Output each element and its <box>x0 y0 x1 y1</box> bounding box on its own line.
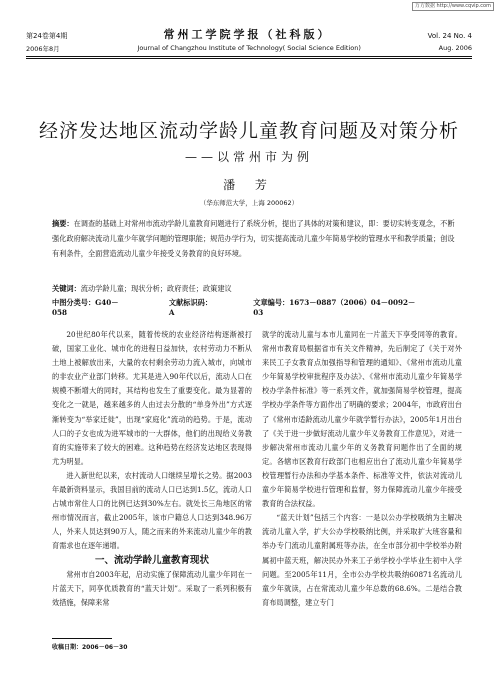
date-cn: 2006年8月 <box>26 45 60 53</box>
header-rule-thick <box>26 56 472 57</box>
abstract <box>52 216 460 261</box>
author-name: 潘 芳 <box>223 178 275 192</box>
body-paragraph: 就学的流动儿童与本市儿童同在一片蓝天下享受同等的教育。常州市教育局根据省市有关文件精神，先后制定了《关于对外来民工子女教育点加强指导和管理的通知》、《常州市流动儿童少年简易学校审批程序及办法》、《常州市流动儿童少年简易学校办学条件标准》等一系列文件，就加强简易学校管理，提高学校办学条件等方面作出了明确的要求；2004年，市政府出台了《常州市适龄流动儿童少年就学暂行办法》，2005年1月出台了《关于进一步做好流动儿童少年义务教育工作意见》，对进一步解决常州市流动儿童少年的义务教育问题作出了全面的规定。各辖市区教育行政部门也相应出台了流动儿童少年简易学校管理暂行办法和办学基本条件、标准等文件，依法对流动儿童少年简易学校进行管理和监督，努力保障流动儿童少年接受教育的合法权益。 <box>262 330 462 509</box>
clc-number: 中图分类号：G40－058 <box>52 298 119 317</box>
body-column-right <box>262 328 462 610</box>
journal-name-en: Journal of Changzhou Institute of Technology( Social Science Edition) <box>137 44 361 52</box>
section-heading: 一、流动学龄儿童教育现状 <box>94 554 209 566</box>
footnote-rule <box>52 638 112 639</box>
journal-name-cn: 常州工学院学报（社科版） <box>163 28 332 41</box>
article-number: 文章编号：1673－0887（2006）04－0092－03 <box>253 298 416 317</box>
received-date-footnote: 收稿日期：2006－06－30 <box>52 644 128 651</box>
body-paragraph: 20世纪80年代以来，随着传统的农业经济结构逐渐被打破，国家工业化、城市化的进程日益加快，农村劳动力不断从土地上被解放出来，大量的农村剩余劳动力流入城市，向城市的非农业产业部门转移。尤其是进入90年代以后，流动人口在规模不断增大的同时，其结构也发生了重要变化。最为显著的变化之一就是，越来越多的人由过去分散的“单身外出”方式逐渐转变为“举家迁徙”，出现“家庭化”流动的趋势。于是，流动人口的子女也成为进军城市的一大群体，他们的出现给义务教育的实施带来了较大的困难。这种趋势在经济发达地区表现得尤为明显。 <box>52 330 252 466</box>
abstract-text: 在调查的基础上对常州市流动学龄儿童教育问题进行了系统分析，提出了具体的对策和建议，即：要切实转变观念，不断强化政府解决流动儿童少年就学问题的管理职能；规范办学行为，切实提高流动儿童少年简易学校的管理水平和教学质量；创设有利条件，全面营造流动儿童少年接受义务教育的良好环境。 <box>52 219 455 258</box>
article-subtitle: ——以常州市为例 <box>184 150 313 164</box>
document-code: 文献标识码：A <box>168 298 213 317</box>
body-paragraph: 常州市自2003年起，启动实施了保障流动儿童少年同在一片蓝天下，同享优质教育的“蓝天计划”。采取了一系列积极有效措施，保障来常 <box>52 569 252 607</box>
classification-row <box>52 298 460 317</box>
keywords-text: 流动学龄儿童；现状分析；政府责任；政策建议 <box>80 284 232 293</box>
keywords <box>52 284 460 294</box>
author-affiliation: （华东师范大学，上海 200062） <box>199 199 299 207</box>
watermark-stamp: 万方数据 http://www.cqvip.com <box>412 2 494 11</box>
article-title: 经济发达地区流动学龄儿童教育问题及对策分析 <box>38 120 459 142</box>
issue-cn: 第24卷第4期 <box>26 32 68 40</box>
volume-en: Vol. 24 No. 4 <box>427 32 472 40</box>
body-column-left <box>52 328 252 610</box>
body-paragraph: 进入新世纪以来，农村流动人口继续呈增长之势。据2003年最新资料显示，我国目前的流动人口已达到1.5亿，流动人口占城市常住人口的比例已达到30%左右。就处长三角地区的常州市情况而言，截止2005年，该市户籍总人口达到348.96万人，外来人员达到90万人，随之而来的外来流动儿童少年的教育需求也在逐年递增。 <box>52 470 252 551</box>
abstract-label: 摘要： <box>52 219 74 228</box>
date-en: Aug. 2006 <box>438 44 472 52</box>
body-paragraph: “蓝天计划”包括三个内容：一是以公办学校吸纳为主解决流动儿童入学，扩大公办学校吸纳比例，并采取扩大班容量和举办专门流动儿童附属班等办法，在全市部分初中学校举办附属初中蓝天班，解决民办外来工子弟学校小学毕业生初中入学问题。至2005年11月，全市公办学校共吸纳60871名流动儿童少年就读，占在常流动儿童少年总数的68.6%。二是结合教育布局调整，建立专门 <box>262 513 462 607</box>
journal-header <box>26 26 472 59</box>
header-rule-thin <box>26 58 472 59</box>
keywords-label: 关键词： <box>52 284 81 293</box>
